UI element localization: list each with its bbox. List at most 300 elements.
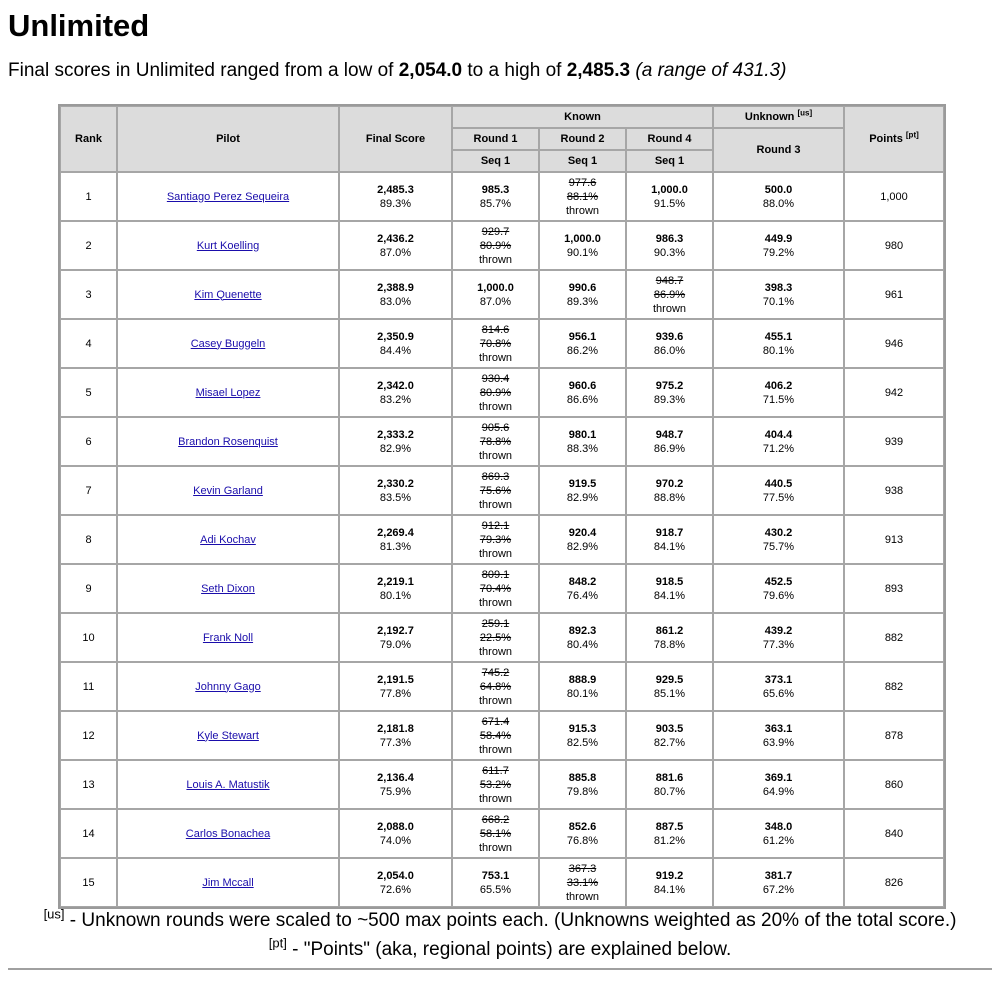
points-cell: 893	[844, 564, 944, 613]
final-score: 2,330.2	[377, 477, 414, 490]
header-known: Known	[452, 106, 713, 128]
round-3-percent: 61.2%	[762, 834, 795, 847]
round-4-score: 1,000.0	[651, 183, 688, 196]
round-3-cell	[713, 172, 844, 221]
thrown-label: thrown	[478, 449, 513, 462]
round-3-cell	[713, 613, 844, 662]
thrown-label: thrown	[565, 890, 600, 903]
round-3-cell	[713, 368, 844, 417]
final-score-cell	[339, 809, 452, 858]
round-3-percent: 64.9%	[762, 785, 795, 798]
round-2-score: 892.3	[568, 624, 597, 637]
round-3-score: 430.2	[764, 526, 793, 539]
pilot-link[interactable]: Kim Quenette	[194, 288, 262, 301]
round-1-cell	[452, 711, 539, 760]
results-body	[60, 172, 944, 907]
round-1-percent: 64.8%	[479, 680, 512, 693]
pilot-link[interactable]: Adi Kochav	[200, 533, 256, 546]
round-1-percent: 87.0%	[479, 295, 512, 308]
round-4-score: 919.2	[655, 869, 684, 882]
round-1-cell	[452, 368, 539, 417]
round-4-score: 861.2	[655, 624, 684, 637]
pilot-link[interactable]: Kurt Koelling	[196, 239, 260, 252]
round-1-score: 1,000.0	[477, 281, 514, 294]
round-3-percent: 79.6%	[762, 589, 795, 602]
round-3-score: 500.0	[764, 183, 793, 196]
pilot-link[interactable]: Santiago Perez Sequeira	[166, 190, 290, 203]
round-3-percent: 71.5%	[762, 393, 795, 406]
score-range-summary	[8, 58, 786, 84]
round-4-cell	[626, 368, 713, 417]
round-2-score: 852.6	[568, 820, 597, 833]
thrown-label: thrown	[478, 253, 513, 266]
round-2-score: 915.3	[568, 722, 597, 735]
points-cell: 946	[844, 319, 944, 368]
round-2-score: 990.6	[568, 281, 597, 294]
round-4-percent: 88.8%	[653, 491, 686, 504]
pilot-link[interactable]: Kevin Garland	[193, 484, 263, 497]
round-2-percent: 82.5%	[566, 736, 599, 749]
round-2-percent: 76.8%	[566, 834, 599, 847]
footnote-unknown	[0, 906, 1000, 935]
header-round-2-seq: Seq 1	[539, 150, 626, 172]
round-1-cell	[452, 417, 539, 466]
round-4-percent: 91.5%	[653, 197, 686, 210]
rank-cell: 11	[60, 662, 117, 711]
round-1-score: 611.7	[482, 764, 509, 777]
round-4-percent: 86.9%	[653, 288, 686, 301]
rank-cell: 12	[60, 711, 117, 760]
round-2-cell	[539, 221, 626, 270]
round-1-cell	[452, 858, 539, 907]
round-3-cell	[713, 319, 844, 368]
header-points-label: Points	[869, 133, 903, 145]
round-2-score: 919.5	[568, 477, 597, 490]
round-4-percent: 81.2%	[653, 834, 686, 847]
final-score-percent: 80.1%	[379, 589, 412, 602]
table-row	[60, 319, 944, 368]
bottom-divider	[8, 968, 992, 970]
round-4-cell	[626, 809, 713, 858]
round-2-score: 980.1	[568, 428, 597, 441]
round-1-score: 985.3	[481, 183, 510, 196]
round-3-cell	[713, 760, 844, 809]
round-3-percent: 79.2%	[762, 246, 795, 259]
round-2-percent: 86.6%	[566, 393, 599, 406]
pilot-link[interactable]: Frank Noll	[202, 631, 254, 644]
round-1-percent: 65.5%	[479, 883, 512, 896]
summary-high-score: 2,485.3	[566, 60, 631, 81]
round-4-cell	[626, 270, 713, 319]
round-2-percent: 79.8%	[566, 785, 599, 798]
round-4-score: 986.3	[655, 232, 684, 245]
round-4-cell	[626, 711, 713, 760]
round-2-cell	[539, 662, 626, 711]
round-4-cell	[626, 858, 713, 907]
header-pilot: Pilot	[117, 106, 339, 172]
final-score: 2,436.2	[377, 232, 414, 245]
rank-cell: 14	[60, 809, 117, 858]
round-1-percent: 85.7%	[479, 197, 512, 210]
final-score-cell	[339, 368, 452, 417]
round-1-score: 930.4	[481, 372, 510, 385]
points-cell: 840	[844, 809, 944, 858]
rank-cell: 15	[60, 858, 117, 907]
round-3-score: 369.1	[764, 771, 793, 784]
rank-cell: 7	[60, 466, 117, 515]
round-2-percent: 76.4%	[566, 589, 599, 602]
final-score-percent: 77.3%	[379, 736, 412, 749]
header-rank: Rank	[60, 106, 117, 172]
final-score: 2,350.9	[377, 330, 414, 343]
round-3-cell	[713, 662, 844, 711]
round-4-score: 881.6	[655, 771, 684, 784]
round-2-cell	[539, 613, 626, 662]
round-3-score: 363.1	[764, 722, 793, 735]
points-cell: 882	[844, 613, 944, 662]
summary-range-note: (a range of 431.3)	[635, 60, 787, 81]
pilot-cell	[117, 564, 339, 613]
final-score-percent: 79.0%	[379, 638, 412, 651]
final-score-percent: 83.0%	[379, 295, 412, 308]
final-score: 2,388.9	[377, 281, 414, 294]
round-3-percent: 88.0%	[762, 197, 795, 210]
round-2-cell	[539, 564, 626, 613]
round-2-percent: 86.2%	[566, 344, 599, 357]
round-1-cell	[452, 270, 539, 319]
round-1-percent: 53.2%	[479, 778, 512, 791]
round-4-percent: 85.1%	[653, 687, 686, 700]
round-4-score: 948.7	[655, 428, 684, 441]
rank-cell: 1	[60, 172, 117, 221]
points-cell: 939	[844, 417, 944, 466]
pilot-cell	[117, 270, 339, 319]
round-3-score: 455.1	[764, 330, 793, 343]
round-3-score: 404.4	[764, 428, 793, 441]
points-cell: 913	[844, 515, 944, 564]
round-2-percent: 82.9%	[566, 540, 599, 553]
table-row	[60, 564, 944, 613]
round-1-score: 912.1	[481, 519, 510, 532]
round-2-score: 1,000.0	[564, 232, 601, 245]
round-1-percent: 79.3%	[479, 533, 512, 546]
round-2-cell	[539, 270, 626, 319]
round-3-percent: 67.2%	[762, 883, 795, 896]
header-points-footnote-marker: [pt]	[905, 130, 919, 140]
final-score-cell	[339, 613, 452, 662]
round-4-score: 929.5	[655, 673, 684, 686]
final-score: 2,342.0	[377, 379, 414, 392]
rank-cell: 10	[60, 613, 117, 662]
pilot-cell	[117, 221, 339, 270]
table-row	[60, 172, 944, 221]
round-3-percent: 75.7%	[762, 540, 795, 553]
round-2-percent: 89.3%	[566, 295, 599, 308]
round-1-percent: 58.1%	[479, 827, 512, 840]
footnote-points-marker: [pt]	[268, 935, 287, 951]
points-cell: 882	[844, 662, 944, 711]
round-4-percent: 78.8%	[653, 638, 686, 651]
round-1-cell	[452, 172, 539, 221]
table-row	[60, 221, 944, 270]
pilot-link[interactable]: Jim Mccall	[202, 876, 254, 889]
round-1-cell	[452, 760, 539, 809]
thrown-label: thrown	[478, 351, 513, 364]
round-1-score: 814.6	[481, 323, 510, 336]
final-score-cell	[339, 515, 452, 564]
thrown-label: thrown	[478, 547, 513, 560]
final-score-cell	[339, 172, 452, 221]
pilot-cell	[117, 858, 339, 907]
pilot-cell	[117, 760, 339, 809]
header-round-3: Round 3	[713, 128, 844, 172]
pilot-cell	[117, 417, 339, 466]
final-score: 2,088.0	[377, 820, 414, 833]
round-2-cell	[539, 172, 626, 221]
round-2-percent: 33.1%	[566, 876, 599, 889]
round-2-percent: 80.1%	[566, 687, 599, 700]
pilot-link[interactable]: Carlos Bonachea	[185, 827, 271, 840]
thrown-label: thrown	[478, 645, 513, 658]
thrown-label: thrown	[478, 694, 513, 707]
final-score-cell	[339, 564, 452, 613]
round-2-cell	[539, 858, 626, 907]
final-score-cell	[339, 760, 452, 809]
round-1-percent: 75.6%	[479, 484, 512, 497]
round-1-percent: 80.9%	[479, 386, 512, 399]
header-unknown-footnote-marker: [us]	[797, 108, 813, 118]
round-2-cell	[539, 417, 626, 466]
round-3-percent: 65.6%	[762, 687, 795, 700]
table-row	[60, 858, 944, 907]
final-score-cell	[339, 858, 452, 907]
round-3-cell	[713, 809, 844, 858]
round-1-percent: 58.4%	[479, 729, 512, 742]
round-3-score: 381.7	[764, 869, 793, 882]
final-score-cell	[339, 417, 452, 466]
pilot-cell	[117, 172, 339, 221]
round-2-percent: 82.9%	[566, 491, 599, 504]
round-4-percent: 90.3%	[653, 246, 686, 259]
round-1-percent: 70.4%	[479, 582, 512, 595]
round-4-percent: 84.1%	[653, 589, 686, 602]
round-2-percent: 88.1%	[566, 190, 599, 203]
round-3-percent: 70.1%	[762, 295, 795, 308]
round-1-score: 753.1	[481, 869, 510, 882]
pilot-cell	[117, 368, 339, 417]
round-1-score: 668.2	[481, 813, 510, 826]
pilot-cell	[117, 515, 339, 564]
rank-cell: 6	[60, 417, 117, 466]
round-1-percent: 22.5%	[479, 631, 512, 644]
pilot-cell	[117, 613, 339, 662]
round-3-score: 348.0	[764, 820, 793, 833]
final-score-percent: 82.9%	[379, 442, 412, 455]
points-cell: 826	[844, 858, 944, 907]
round-3-score: 406.2	[764, 379, 793, 392]
final-score: 2,181.8	[377, 722, 414, 735]
final-score-percent: 74.0%	[379, 834, 412, 847]
round-4-cell	[626, 221, 713, 270]
rank-cell: 3	[60, 270, 117, 319]
pilot-link[interactable]: Louis A. Matustik	[186, 778, 270, 791]
round-1-percent: 78.8%	[479, 435, 512, 448]
final-score: 2,191.5	[377, 673, 414, 686]
round-1-score: 929.7	[481, 225, 510, 238]
round-2-cell	[539, 319, 626, 368]
pilot-link[interactable]: Casey Buggeln	[190, 337, 266, 350]
round-1-score: 869.3	[481, 470, 510, 483]
final-score-cell	[339, 466, 452, 515]
round-1-cell	[452, 564, 539, 613]
round-4-percent: 82.7%	[653, 736, 686, 749]
table-row	[60, 270, 944, 319]
header-unknown-label: Unknown	[744, 111, 795, 123]
round-4-cell	[626, 417, 713, 466]
round-1-score: 745.2	[481, 666, 510, 679]
points-cell: 980	[844, 221, 944, 270]
final-score: 2,269.4	[377, 526, 414, 539]
final-score: 2,054.0	[377, 869, 414, 882]
final-score-percent: 81.3%	[379, 540, 412, 553]
round-2-cell	[539, 809, 626, 858]
final-score-cell	[339, 221, 452, 270]
round-1-cell	[452, 613, 539, 662]
pilot-link[interactable]: Kyle Stewart	[197, 729, 259, 742]
round-1-percent: 70.8%	[479, 337, 512, 350]
round-4-score: 948.7	[655, 274, 684, 287]
round-1-score: 259.1	[481, 617, 510, 630]
thrown-label: thrown	[478, 841, 513, 854]
round-4-score: 887.5	[655, 820, 684, 833]
round-2-percent: 90.1%	[566, 246, 599, 259]
round-4-score: 970.2	[655, 477, 684, 490]
round-2-score: 367.3	[568, 862, 597, 875]
round-4-cell	[626, 172, 713, 221]
round-1-cell	[452, 662, 539, 711]
round-3-score: 440.5	[764, 477, 793, 490]
pilot-link[interactable]: Misael Lopez	[195, 386, 261, 399]
footnote-unknown-text: - Unknown rounds were scaled to ~500 max points each. (Unknowns weighted as 20% of the total score.)	[64, 910, 957, 931]
round-4-cell	[626, 760, 713, 809]
final-score-percent: 87.0%	[379, 246, 412, 259]
thrown-label: thrown	[478, 743, 513, 756]
round-3-cell	[713, 270, 844, 319]
pilot-link[interactable]: Brandon Rosenquist	[178, 435, 278, 448]
round-2-score: 848.2	[568, 575, 597, 588]
round-2-cell	[539, 466, 626, 515]
round-2-cell	[539, 760, 626, 809]
table-row	[60, 711, 944, 760]
pilot-cell	[117, 662, 339, 711]
round-4-cell	[626, 319, 713, 368]
round-4-score: 939.6	[655, 330, 684, 343]
round-3-cell	[713, 711, 844, 760]
round-3-score: 452.5	[764, 575, 793, 588]
round-3-cell	[713, 858, 844, 907]
round-2-percent: 80.4%	[566, 638, 599, 651]
rank-cell: 5	[60, 368, 117, 417]
round-3-percent: 71.2%	[762, 442, 795, 455]
rank-cell: 2	[60, 221, 117, 270]
header-round-4: Round 4	[626, 128, 713, 150]
table-row	[60, 368, 944, 417]
thrown-label: thrown	[478, 596, 513, 609]
round-1-score: 905.6	[481, 421, 510, 434]
header-round-4-seq: Seq 1	[626, 150, 713, 172]
pilot-link[interactable]: Seth Dixon	[201, 582, 255, 595]
round-4-percent: 86.9%	[653, 442, 686, 455]
final-score-cell	[339, 319, 452, 368]
rank-cell: 8	[60, 515, 117, 564]
round-4-score: 918.7	[655, 526, 684, 539]
round-1-score: 809.1	[481, 568, 510, 581]
final-score-percent: 72.6%	[379, 883, 412, 896]
round-2-score: 960.6	[568, 379, 597, 392]
round-1-cell	[452, 221, 539, 270]
round-2-cell	[539, 368, 626, 417]
round-2-score: 977.6	[568, 176, 597, 189]
round-4-cell	[626, 613, 713, 662]
round-3-cell	[713, 466, 844, 515]
header-unknown	[713, 106, 844, 128]
rank-cell: 4	[60, 319, 117, 368]
round-2-score: 885.8	[568, 771, 597, 784]
final-score-cell	[339, 270, 452, 319]
round-2-score: 956.1	[568, 330, 597, 343]
final-score: 2,219.1	[377, 575, 414, 588]
results-table	[58, 104, 946, 909]
round-4-cell	[626, 564, 713, 613]
header-points	[844, 106, 944, 172]
footnote-points-text: - "Points" (aka, regional points) are explained below.	[286, 939, 732, 960]
round-4-percent: 84.1%	[653, 883, 686, 896]
final-score-cell	[339, 662, 452, 711]
header-round-1: Round 1	[452, 128, 539, 150]
pilot-cell	[117, 711, 339, 760]
round-3-score: 449.9	[764, 232, 793, 245]
rank-cell: 9	[60, 564, 117, 613]
points-cell: 878	[844, 711, 944, 760]
final-score-percent: 83.2%	[379, 393, 412, 406]
round-3-score: 439.2	[764, 624, 793, 637]
points-cell: 860	[844, 760, 944, 809]
table-row	[60, 809, 944, 858]
round-2-cell	[539, 711, 626, 760]
footnotes	[0, 906, 1000, 964]
final-score-cell	[339, 711, 452, 760]
final-score-percent: 77.8%	[379, 687, 412, 700]
pilot-link[interactable]: Johnny Gago	[195, 680, 261, 693]
points-cell: 1,000	[844, 172, 944, 221]
summary-middle: to a high of	[462, 60, 567, 81]
round-1-percent: 80.9%	[479, 239, 512, 252]
thrown-label: thrown	[478, 400, 513, 413]
thrown-label: thrown	[652, 302, 687, 315]
rank-cell: 13	[60, 760, 117, 809]
header-round-1-seq: Seq 1	[452, 150, 539, 172]
pilot-cell	[117, 319, 339, 368]
final-score: 2,136.4	[377, 771, 414, 784]
final-score-percent: 75.9%	[379, 785, 412, 798]
round-2-score: 920.4	[568, 526, 597, 539]
round-4-percent: 89.3%	[653, 393, 686, 406]
round-1-score: 671.4	[481, 715, 510, 728]
summary-low-score: 2,054.0	[398, 60, 463, 81]
round-4-percent: 80.7%	[653, 785, 686, 798]
round-2-cell	[539, 515, 626, 564]
round-4-cell	[626, 662, 713, 711]
